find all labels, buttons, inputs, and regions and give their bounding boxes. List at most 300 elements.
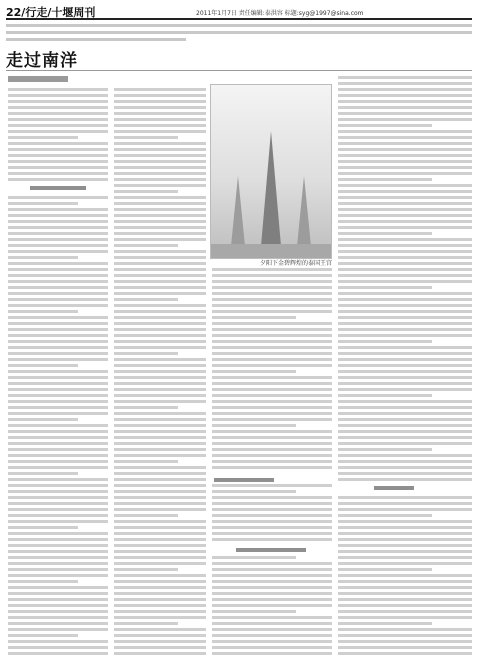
text-line (212, 430, 332, 433)
text-line (212, 418, 332, 421)
text-line (338, 436, 472, 439)
text-line (114, 196, 206, 199)
text-line (8, 418, 78, 421)
text-line (8, 496, 108, 499)
text-line (114, 520, 206, 523)
text-line (8, 532, 108, 535)
text-line (212, 364, 332, 367)
text-line (338, 130, 472, 133)
text-line (338, 346, 472, 349)
text-line (338, 142, 472, 145)
text-line (338, 550, 472, 553)
text-line (212, 448, 332, 451)
text-line (212, 610, 296, 613)
text-line (8, 604, 108, 607)
text-line (338, 274, 472, 277)
text-line (114, 220, 206, 223)
text-line (212, 538, 332, 541)
text-line (212, 586, 332, 589)
text-line (114, 394, 206, 397)
text-line (114, 190, 178, 193)
text-line (8, 316, 108, 319)
text-line (114, 598, 206, 601)
text-line (8, 340, 108, 343)
text-line (114, 130, 206, 133)
text-line (338, 634, 472, 637)
text-line (212, 460, 332, 463)
text-line (212, 568, 332, 571)
text-line (212, 328, 332, 331)
text-line (8, 364, 78, 367)
text-line (114, 490, 206, 493)
text-line (8, 172, 108, 175)
text-line (212, 532, 332, 535)
text-line (212, 502, 332, 505)
text-line (338, 628, 472, 631)
text-line (114, 304, 206, 307)
text-line (338, 154, 472, 157)
text-line (114, 136, 178, 139)
text-line (338, 592, 472, 595)
text-line (212, 490, 296, 493)
text-line (338, 208, 472, 211)
text-line (114, 508, 206, 511)
text-line (338, 82, 472, 85)
text-line (8, 268, 108, 271)
text-line (8, 328, 108, 331)
text-line (8, 160, 108, 163)
text-line (212, 628, 332, 631)
text-line (114, 340, 206, 343)
text-line (212, 388, 332, 391)
text-line (8, 484, 108, 487)
text-line (338, 466, 472, 469)
text-line (338, 496, 472, 499)
text-line (114, 442, 206, 445)
text-line (114, 538, 206, 541)
text-line (114, 208, 206, 211)
text-line (8, 514, 108, 517)
text-line (8, 538, 108, 541)
text-line (338, 448, 432, 451)
text-line (114, 100, 206, 103)
text-line (212, 394, 332, 397)
text-line (114, 148, 206, 151)
text-line (8, 430, 108, 433)
text-line (212, 616, 332, 619)
text-line (114, 160, 206, 163)
text-line (114, 88, 206, 91)
text-line (338, 328, 472, 331)
text-line (8, 346, 108, 349)
text-line (114, 526, 206, 529)
text-line (114, 256, 206, 259)
text-line (114, 292, 206, 295)
text-line (8, 352, 108, 355)
text-line (8, 652, 108, 655)
text-line (212, 514, 332, 517)
text-line (114, 94, 206, 97)
text-line (114, 640, 206, 643)
text-line (212, 652, 332, 655)
text-line (8, 406, 108, 409)
text-line (212, 268, 332, 271)
text-line (338, 292, 472, 295)
text-line (338, 526, 472, 529)
text-line (8, 202, 78, 205)
text-line (212, 340, 332, 343)
text-line (114, 298, 178, 301)
text-line (8, 292, 108, 295)
text-line (8, 478, 108, 481)
text-line (338, 574, 472, 577)
text-line (338, 316, 472, 319)
text-line (8, 232, 108, 235)
text-line (212, 454, 332, 457)
text-line (212, 346, 332, 349)
text-line (212, 286, 332, 289)
text-line (8, 442, 108, 445)
text-line (338, 202, 472, 205)
text-line (8, 100, 108, 103)
text-line (114, 430, 206, 433)
text-line (338, 430, 472, 433)
text-line (212, 640, 332, 643)
text-line (338, 640, 472, 643)
text-line (338, 262, 472, 265)
text-line (8, 544, 108, 547)
text-line (114, 112, 206, 115)
text-column-1 (8, 88, 108, 661)
text-line (8, 244, 108, 247)
text-line (114, 238, 206, 241)
text-line (338, 610, 472, 613)
text-line (8, 388, 108, 391)
text-line (338, 196, 472, 199)
text-line (114, 568, 178, 571)
text-line (338, 562, 472, 565)
text-line (338, 382, 472, 385)
text-line (338, 94, 472, 97)
text-line (114, 586, 206, 589)
text-line (338, 412, 472, 415)
text-line (8, 310, 78, 313)
text-line (338, 370, 472, 373)
text-line (338, 568, 432, 571)
text-line (8, 646, 108, 649)
text-line (8, 178, 108, 181)
text-line (338, 502, 472, 505)
text-line (212, 304, 332, 307)
intro-text-lines (6, 22, 472, 44)
subhead-marker (374, 486, 414, 490)
temple-base (211, 244, 331, 258)
text-line (8, 448, 108, 451)
text-line (212, 562, 332, 565)
text-line (212, 646, 332, 649)
text-line (8, 124, 108, 127)
text-line (8, 556, 108, 559)
text-line (8, 154, 108, 157)
text-line (114, 274, 206, 277)
text-line (114, 280, 206, 283)
text-line (8, 508, 108, 511)
text-line (114, 412, 206, 415)
temple-photo (210, 84, 332, 259)
text-line (8, 574, 108, 577)
text-line (338, 268, 472, 271)
text-line (114, 472, 206, 475)
text-line (114, 382, 206, 385)
text-line (338, 304, 472, 307)
text-line (212, 292, 332, 295)
text-line (338, 340, 432, 343)
text-line (338, 478, 472, 481)
text-line (114, 376, 206, 379)
text-line (8, 280, 108, 283)
text-line (338, 400, 472, 403)
text-line (338, 580, 472, 583)
text-line (338, 190, 472, 193)
text-line (338, 460, 472, 463)
text-line (114, 244, 178, 247)
text-line (8, 274, 108, 277)
text-line (338, 376, 472, 379)
text-line (338, 532, 472, 535)
text-line (212, 382, 332, 385)
text-line (8, 424, 108, 427)
text-line (114, 184, 206, 187)
text-line (114, 310, 206, 313)
text-line (338, 226, 472, 229)
text-line (8, 460, 108, 463)
text-line (338, 106, 472, 109)
text-line (212, 520, 332, 523)
text-line (114, 622, 178, 625)
text-line (338, 322, 472, 325)
text-line (212, 334, 332, 337)
text-line (114, 262, 206, 265)
text-line (8, 304, 108, 307)
text-line (338, 178, 432, 181)
text-column-4 (338, 76, 472, 661)
text-line (8, 520, 108, 523)
text-line (114, 436, 206, 439)
text-line (338, 214, 472, 217)
text-line (114, 202, 206, 205)
temple-spire-left (231, 176, 245, 246)
text-line (212, 622, 332, 625)
text-line (338, 220, 472, 223)
text-line (8, 616, 108, 619)
text-line (8, 94, 108, 97)
text-line (338, 112, 472, 115)
text-line (338, 598, 472, 601)
text-line (114, 448, 206, 451)
text-line (114, 118, 206, 121)
temple-spire-right (297, 176, 311, 246)
text-line (114, 652, 206, 655)
text-line (212, 574, 332, 577)
text-line (8, 580, 78, 583)
article-headline: 走过南洋 (6, 51, 78, 71)
text-line (212, 604, 332, 607)
text-line (212, 316, 296, 319)
text-line (338, 76, 472, 79)
text-line (338, 124, 432, 127)
text-line (114, 352, 178, 355)
text-line (8, 250, 108, 253)
text-line (338, 544, 472, 547)
text-line (114, 616, 206, 619)
text-line (8, 454, 108, 457)
text-line (338, 358, 472, 361)
text-line (114, 556, 206, 559)
text-line (114, 400, 206, 403)
text-line (8, 106, 108, 109)
text-line (8, 256, 78, 259)
text-line (114, 106, 206, 109)
text-line (114, 562, 206, 565)
text-line (114, 634, 206, 637)
text-line (114, 610, 206, 613)
text-line (212, 412, 332, 415)
text-line (338, 454, 472, 457)
text-line (338, 88, 472, 91)
text-line (212, 280, 332, 283)
text-line (114, 550, 206, 553)
text-line (338, 184, 472, 187)
text-line (114, 334, 206, 337)
text-line (338, 616, 472, 619)
text-line (8, 436, 108, 439)
text-line (8, 286, 108, 289)
text-line (212, 436, 332, 439)
text-line (8, 358, 108, 361)
text-line (8, 322, 108, 325)
text-line (8, 130, 108, 133)
text-line (212, 400, 332, 403)
text-line (338, 238, 472, 241)
text-line (8, 640, 108, 643)
text-line (8, 370, 108, 373)
text-line (338, 166, 472, 169)
text-line (114, 496, 206, 499)
text-line (8, 400, 108, 403)
text-line (212, 634, 332, 637)
text-line (8, 628, 108, 631)
text-line (338, 388, 472, 391)
text-line (338, 298, 472, 301)
photo-caption: 夕阳下金碧辉煌的泰国王宫 (260, 260, 333, 267)
text-line (114, 466, 206, 469)
text-line (114, 580, 206, 583)
temple-spire-main (261, 131, 281, 246)
text-line (338, 148, 472, 151)
text-line (338, 286, 432, 289)
text-line (212, 274, 332, 277)
text-line (338, 442, 472, 445)
text-line (114, 502, 206, 505)
text-line (8, 334, 108, 337)
text-line (114, 172, 206, 175)
text-line (8, 472, 78, 475)
text-line (212, 424, 296, 427)
text-line (338, 586, 472, 589)
text-line (114, 322, 206, 325)
text-line (8, 88, 108, 91)
text-line (8, 196, 108, 199)
text-line (338, 172, 472, 175)
text-line (114, 406, 178, 409)
text-line (212, 526, 332, 529)
text-line (338, 244, 472, 247)
text-line (8, 598, 108, 601)
text-line (8, 136, 78, 139)
text-line (338, 100, 472, 103)
text-line (338, 472, 472, 475)
text-line (8, 592, 108, 595)
text-line (114, 478, 206, 481)
text-line (8, 142, 108, 145)
text-line (8, 610, 108, 613)
text-line (8, 118, 108, 121)
subhead-marker (30, 186, 86, 190)
text-line (338, 538, 472, 541)
text-line (212, 370, 296, 373)
text-line (8, 220, 108, 223)
text-line (212, 496, 332, 499)
text-line (212, 556, 296, 559)
text-line (212, 310, 332, 313)
text-line (8, 466, 108, 469)
text-line (114, 250, 206, 253)
text-line (114, 232, 206, 235)
text-line (114, 166, 206, 169)
byline-block (8, 76, 68, 82)
text-line (114, 328, 206, 331)
text-line (212, 352, 332, 355)
text-line (8, 298, 108, 301)
text-line (338, 556, 472, 559)
text-line (338, 514, 432, 517)
text-line (114, 226, 206, 229)
text-line (114, 370, 206, 373)
text-line (114, 592, 206, 595)
text-line (212, 322, 332, 325)
text-line (8, 226, 108, 229)
text-line (338, 406, 472, 409)
text-line (114, 214, 206, 217)
text-line (114, 628, 206, 631)
text-line (8, 148, 108, 151)
masthead (6, 2, 472, 20)
text-line (338, 394, 432, 397)
headline-rule (6, 70, 472, 71)
text-line (338, 604, 472, 607)
subhead-marker (236, 548, 306, 552)
text-line (8, 412, 108, 415)
text-line (338, 622, 432, 625)
text-line (338, 310, 472, 313)
text-line (338, 160, 472, 163)
text-line (338, 334, 472, 337)
text-line (338, 508, 472, 511)
text-line (212, 580, 332, 583)
text-line (8, 208, 108, 211)
text-line (338, 280, 472, 283)
section-title: 22/行走/十堰周刊 (6, 6, 96, 19)
